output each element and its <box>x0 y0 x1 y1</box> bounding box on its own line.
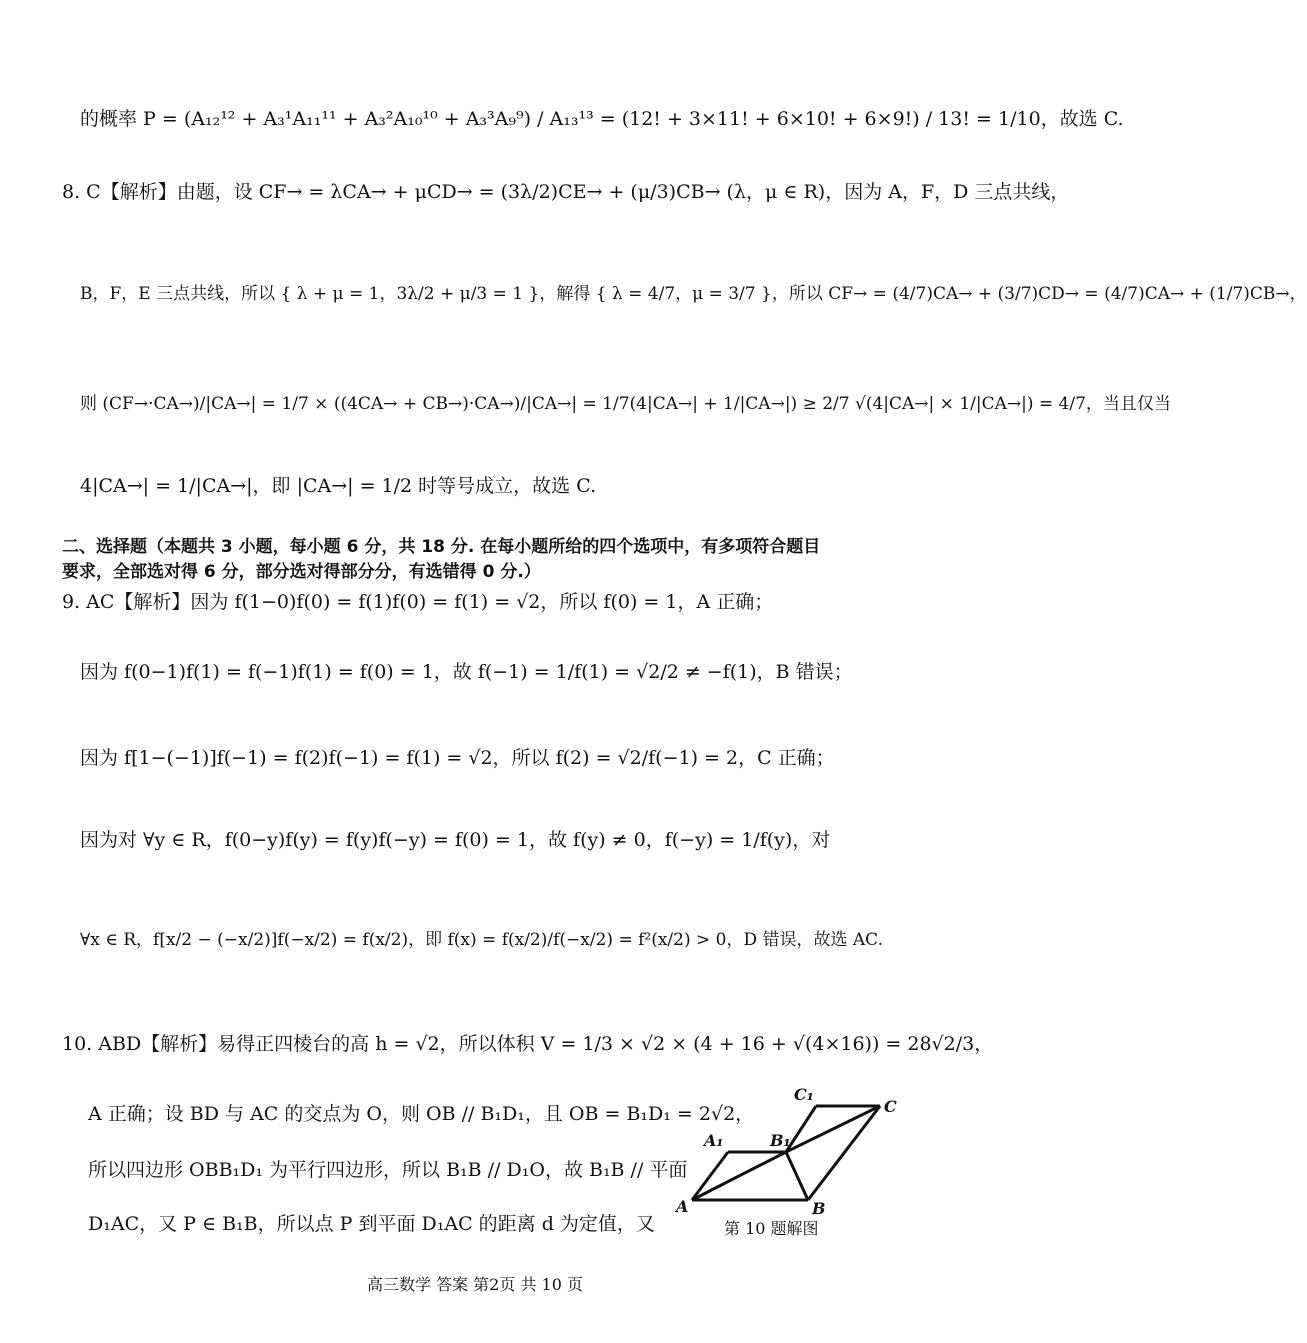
solution-line-7: 因为 f(0−1)f(1) = f(−1)f(1) = f(0) = 1，故 f(−1) = 1/f(1) = √2/2 ≠ −f(1)，B 错误； <box>80 661 853 683</box>
solution-line-13: 所以四边形 OBB₁D₁ 为平行四边形，所以 B₁B // D₁O，故 B₁B // 平面 <box>88 1159 688 1181</box>
solution-line-8: 因为 f[1−(−1)]f(−1) = f(2)f(−1) = f(1) = √2，所以 f(2) = √2/f(−1) = 2，C 正确； <box>80 747 835 769</box>
label-C: C <box>884 1097 897 1116</box>
edge-B-B1 <box>786 1152 808 1200</box>
solution-line-2: 8. C【解析】由题，设 CF→ = λCA→ + μCD→ = (3λ/2)CE→ + (μ/3)CB→ (λ，μ ∈ R)，因为 A，F，D 三点共线， <box>62 181 1070 203</box>
edge-B-C <box>808 1106 880 1200</box>
edge-A-A1 <box>692 1152 728 1200</box>
solution-line-3: B，F，E 三点共线，所以 { λ + μ = 1，3λ/2 + μ/3 = 1 }，解得 { λ = 4/7，μ = 3/7 }，所以 CF→ = (4/7)CA→ + (3/7)CD→ = (4/7)CA→ + (1/7)CB→， <box>80 284 1307 304</box>
edge-A-B1 <box>692 1152 786 1200</box>
solution-line-4: 则 (CF→·CA→)/|CA→| = 1/7 × ((4CA→ + CB→)·CA→)/|CA→| = 1/7(4|CA→| + 1/|CA→|) ≥ 2/7 √(4|CA→| × 1/|CA→|) = 4/7，当且仅当 <box>80 394 1171 414</box>
solution-line-5: 4|CA→| = 1/|CA→|，即 |CA→| = 1/2 时等号成立，故选 C. <box>80 475 597 497</box>
solution-line-1: 的概率 P = (A₁₂¹² + A₃¹A₁₁¹¹ + A₃²A₁₀¹⁰ + A₃³A₉⁹) / A₁₃¹³ = (12! + 3×11! + 6×10! + 6×9!) / 13! = 1/10，故选 C. <box>80 108 1124 130</box>
label-B: B <box>812 1199 826 1218</box>
label-C1: C₁ <box>794 1085 814 1104</box>
label-A: A <box>676 1197 689 1216</box>
section-heading-line-2: 要求，全部选对得 6 分，部分选对得部分分，有选错得 0 分.） <box>62 562 541 582</box>
page-footer: 高三数学 答案 第2页 共 10 页 <box>367 1275 583 1294</box>
section-heading-line-1: 二、选择题（本题共 3 小题，每小题 6 分，共 18 分. 在每小题所给的四个选项中，有多项符合题目 <box>62 537 821 557</box>
solution-line-12: A 正确；设 BD 与 AC 的交点为 O，则 OB // B₁D₁，且 OB = B₁D₁ = 2√2， <box>88 1103 755 1125</box>
label-B1: B₁ <box>770 1131 791 1150</box>
figure-caption: 第 10 题解图 <box>724 1219 819 1238</box>
solution-line-11: 10. ABD【解析】易得正四棱台的高 h = √2，所以体积 V = 1/3 × √2 × (4 + 16 + √(4×16)) = 28√2/3， <box>62 1033 994 1055</box>
solution-line-9: 因为对 ∀y ∈ R，f(0−y)f(y) = f(y)f(−y) = f(0) = 1，故 f(y) ≠ 0，f(−y) = 1/f(y)，对 <box>80 829 831 851</box>
solution-line-6: 9. AC【解析】因为 f(1−0)f(0) = f(1)f(0) = f(1) = √2，所以 f(0) = 1，A 正确； <box>62 591 774 613</box>
label-A1: A₁ <box>704 1131 724 1150</box>
solution-line-14: D₁AC，又 P ∈ B₁B，所以点 P 到平面 D₁AC 的距离 d 为定值，又 <box>88 1213 655 1235</box>
solution-line-10: ∀x ∈ R，f[x/2 − (−x/2)]f(−x/2) = f(x/2)，即 f(x) = f(x/2)/f(−x/2) = f²(x/2) > 0，D 错误，故选 AC. <box>80 930 883 950</box>
